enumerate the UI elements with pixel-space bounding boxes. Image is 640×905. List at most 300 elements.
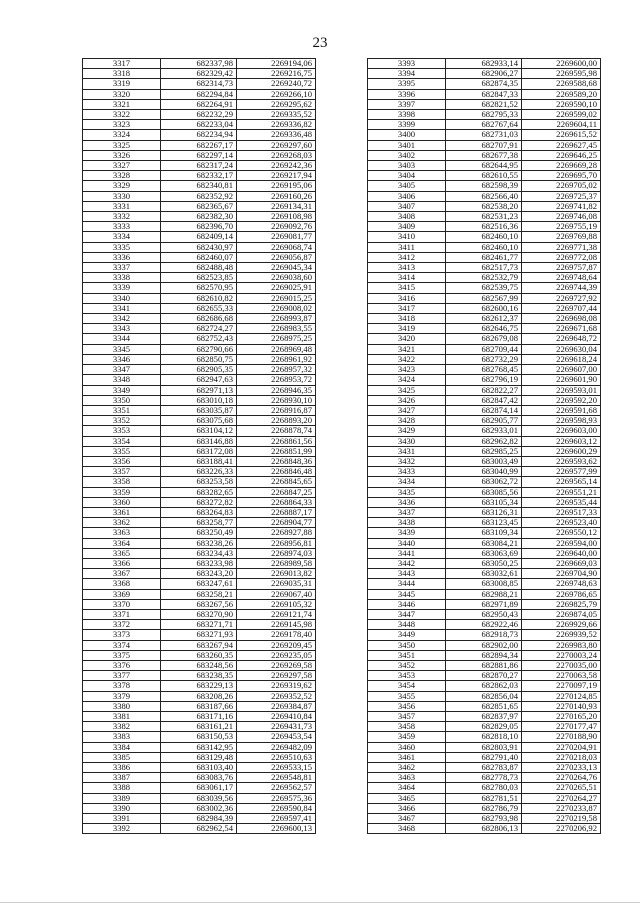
x-coordinate-cell: 682795,33: [446, 110, 522, 120]
y-coordinate-cell: 2269038,60: [237, 273, 316, 283]
table-row: [83, 650, 316, 660]
point-number-cell: 3461: [368, 752, 446, 762]
y-coordinate-cell: 2269588,68: [522, 79, 601, 89]
y-coordinate-cell: 2269590,84: [237, 803, 316, 813]
point-number-cell: 3353: [83, 426, 161, 436]
point-number-cell: 3437: [368, 507, 446, 517]
x-coordinate-cell: 682365,67: [161, 201, 237, 211]
y-coordinate-cell: 2269025,91: [237, 283, 316, 293]
x-coordinate-cell: 682352,92: [161, 191, 237, 201]
x-coordinate-cell: 682818,10: [446, 732, 522, 742]
table-row: [368, 273, 601, 283]
y-coordinate-cell: 2269741,82: [522, 201, 601, 211]
y-coordinate-cell: 2269630,04: [522, 344, 601, 354]
point-number-cell: 3433: [368, 467, 446, 477]
y-coordinate-cell: 2269705,02: [522, 181, 601, 191]
table-row: [368, 263, 601, 273]
y-coordinate-cell: 2270206,92: [522, 824, 601, 834]
table-row: [83, 722, 316, 732]
y-coordinate-cell: 2270188,90: [522, 732, 601, 742]
y-coordinate-cell: 2269648,72: [522, 334, 601, 344]
x-coordinate-cell: 683085,56: [446, 487, 522, 497]
point-number-cell: 3420: [368, 334, 446, 344]
y-coordinate-cell: 2268861,56: [237, 436, 316, 446]
point-number-cell: 3421: [368, 344, 446, 354]
x-coordinate-cell: 682822,27: [446, 385, 522, 395]
table-row: [83, 507, 316, 517]
y-coordinate-cell: 2269056,87: [237, 252, 316, 262]
table-row: [83, 742, 316, 752]
y-coordinate-cell: 2269108,98: [237, 212, 316, 222]
x-coordinate-cell: 683282,65: [161, 487, 237, 497]
point-number-cell: 3456: [368, 701, 446, 711]
point-number-cell: 3360: [83, 497, 161, 507]
point-number-cell: 3334: [83, 232, 161, 242]
table-row: [83, 558, 316, 568]
point-number-cell: 3331: [83, 201, 161, 211]
point-number-cell: 3328: [83, 171, 161, 181]
point-number-cell: 3326: [83, 150, 161, 160]
table-row: [368, 201, 601, 211]
x-coordinate-cell: 683061,17: [161, 783, 237, 793]
y-coordinate-cell: 2269209,45: [237, 640, 316, 650]
point-number-cell: 3428: [368, 416, 446, 426]
page-number: 23: [312, 35, 328, 51]
point-number-cell: 3455: [368, 691, 446, 701]
y-coordinate-cell: 2269595,98: [522, 69, 601, 79]
point-number-cell: 3322: [83, 110, 161, 120]
table-row: [368, 620, 601, 630]
y-coordinate-cell: 2269121,74: [237, 609, 316, 619]
y-coordinate-cell: 2269748,63: [522, 579, 601, 589]
x-coordinate-cell: 683123,45: [446, 518, 522, 528]
y-coordinate-cell: 2269607,00: [522, 365, 601, 375]
y-coordinate-cell: 2268847,25: [237, 487, 316, 497]
table-row: [368, 110, 601, 120]
point-number-cell: 3466: [368, 803, 446, 813]
table-row: [368, 701, 601, 711]
point-number-cell: 3335: [83, 242, 161, 252]
table-row: [368, 405, 601, 415]
x-coordinate-cell: 682874,14: [446, 405, 522, 415]
x-coordinate-cell: 683229,13: [161, 681, 237, 691]
table-row: [368, 130, 601, 140]
x-coordinate-cell: 682396,70: [161, 222, 237, 232]
point-number-cell: 3364: [83, 538, 161, 548]
point-number-cell: 3465: [368, 793, 446, 803]
point-number-cell: 3324: [83, 130, 161, 140]
coordinates-table-right: [367, 58, 601, 834]
table-row: [368, 599, 601, 609]
point-number-cell: 3458: [368, 722, 446, 732]
y-coordinate-cell: 2268974,03: [237, 548, 316, 558]
y-coordinate-cell: 2268887,17: [237, 507, 316, 517]
x-coordinate-cell: 682806,13: [446, 824, 522, 834]
table-row: [83, 528, 316, 538]
y-coordinate-cell: 2269431,73: [237, 722, 316, 732]
table-row: [368, 773, 601, 783]
point-number-cell: 3375: [83, 650, 161, 660]
x-coordinate-cell: 682566,40: [446, 191, 522, 201]
x-coordinate-cell: 682796,19: [446, 375, 522, 385]
y-coordinate-cell: 2268851,99: [237, 446, 316, 456]
table-row: [368, 212, 601, 222]
point-number-cell: 3378: [83, 681, 161, 691]
y-coordinate-cell: 2270063,58: [522, 671, 601, 681]
point-number-cell: 3384: [83, 742, 161, 752]
y-coordinate-cell: 2269551,21: [522, 487, 601, 497]
table-row: [368, 436, 601, 446]
x-coordinate-cell: 682294,84: [161, 89, 237, 99]
table-row: [83, 120, 316, 130]
y-coordinate-cell: 2270265,51: [522, 783, 601, 793]
y-coordinate-cell: 2270218,03: [522, 752, 601, 762]
table-row: [368, 569, 601, 579]
table-row: [83, 140, 316, 150]
x-coordinate-cell: 682317,24: [161, 161, 237, 171]
x-coordinate-cell: 682786,79: [446, 803, 522, 813]
point-number-cell: 3440: [368, 538, 446, 548]
x-coordinate-cell: 682539,75: [446, 283, 522, 293]
point-number-cell: 3323: [83, 120, 161, 130]
point-number-cell: 3341: [83, 303, 161, 313]
point-number-cell: 3349: [83, 385, 161, 395]
point-number-cell: 3381: [83, 712, 161, 722]
y-coordinate-cell: 2269105,32: [237, 599, 316, 609]
point-number-cell: 3380: [83, 701, 161, 711]
point-number-cell: 3351: [83, 405, 161, 415]
x-coordinate-cell: 683050,25: [446, 558, 522, 568]
y-coordinate-cell: 2268845,65: [237, 477, 316, 487]
y-coordinate-cell: 2269548,81: [237, 773, 316, 783]
point-number-cell: 3391: [83, 814, 161, 824]
x-coordinate-cell: 682881,86: [446, 660, 522, 670]
point-number-cell: 3463: [368, 773, 446, 783]
table-row: [83, 701, 316, 711]
point-number-cell: 3369: [83, 589, 161, 599]
point-number-cell: 3449: [368, 630, 446, 640]
table-row: [83, 324, 316, 334]
x-coordinate-cell: 682962,54: [161, 824, 237, 834]
table-row: [83, 803, 316, 813]
y-coordinate-cell: 2269769,88: [522, 232, 601, 242]
table-row: [83, 89, 316, 99]
table-row: [83, 538, 316, 548]
x-coordinate-cell: 682950,43: [446, 609, 522, 619]
x-coordinate-cell: 682984,39: [161, 814, 237, 824]
y-coordinate-cell: 2269640,00: [522, 548, 601, 558]
x-coordinate-cell: 683253,58: [161, 477, 237, 487]
x-coordinate-cell: 682731,03: [446, 130, 522, 140]
x-coordinate-cell: 683035,87: [161, 405, 237, 415]
point-number-cell: 3404: [368, 171, 446, 181]
y-coordinate-cell: 2269601,90: [522, 375, 601, 385]
table-row: [83, 681, 316, 691]
point-number-cell: 3409: [368, 222, 446, 232]
x-coordinate-cell: 682707,91: [446, 140, 522, 150]
table-row: [368, 334, 601, 344]
point-number-cell: 3396: [368, 89, 446, 99]
table-row: [368, 222, 601, 232]
table-row: [368, 783, 601, 793]
x-coordinate-cell: 683250,49: [161, 528, 237, 538]
x-coordinate-cell: 682847,42: [446, 395, 522, 405]
table-row: [83, 283, 316, 293]
point-number-cell: 3410: [368, 232, 446, 242]
x-coordinate-cell: 683234,43: [161, 548, 237, 558]
x-coordinate-cell: 682922,46: [446, 620, 522, 630]
x-coordinate-cell: 682780,03: [446, 783, 522, 793]
y-coordinate-cell: 2269081,77: [237, 232, 316, 242]
table-row: [83, 303, 316, 313]
y-coordinate-cell: 2268969,48: [237, 344, 316, 354]
point-number-cell: 3430: [368, 436, 446, 446]
table-row: [83, 671, 316, 681]
x-coordinate-cell: 682778,73: [446, 773, 522, 783]
table-row: [83, 99, 316, 109]
x-coordinate-cell: 682947,63: [161, 375, 237, 385]
y-coordinate-cell: 2269748,64: [522, 273, 601, 283]
table-row: [368, 548, 601, 558]
x-coordinate-cell: 682598,39: [446, 181, 522, 191]
table-row: [368, 344, 601, 354]
x-coordinate-cell: 682679,08: [446, 334, 522, 344]
table-row: [368, 681, 601, 691]
table-row: [368, 712, 601, 722]
table-row: [83, 405, 316, 415]
y-coordinate-cell: 2268993,87: [237, 314, 316, 324]
x-coordinate-cell: 682314,73: [161, 79, 237, 89]
point-number-cell: 3347: [83, 365, 161, 375]
y-coordinate-cell: 2270140,93: [522, 701, 601, 711]
table-row: [83, 242, 316, 252]
point-number-cell: 3452: [368, 660, 446, 670]
x-coordinate-cell: 682517,73: [446, 263, 522, 273]
table-row: [368, 191, 601, 201]
y-coordinate-cell: 2270003,24: [522, 650, 601, 660]
y-coordinate-cell: 2269510,63: [237, 752, 316, 762]
y-coordinate-cell: 2269217,94: [237, 171, 316, 181]
x-coordinate-cell: 682767,64: [446, 120, 522, 130]
x-coordinate-cell: 682856,04: [446, 691, 522, 701]
point-number-cell: 3454: [368, 681, 446, 691]
x-coordinate-cell: 682644,95: [446, 161, 522, 171]
x-coordinate-cell: 683142,95: [161, 742, 237, 752]
y-coordinate-cell: 2269744,39: [522, 283, 601, 293]
point-number-cell: 3330: [83, 191, 161, 201]
y-coordinate-cell: 2270097,19: [522, 681, 601, 691]
point-number-cell: 3362: [83, 518, 161, 528]
x-coordinate-cell: 682332,17: [161, 171, 237, 181]
x-coordinate-cell: 683150,53: [161, 732, 237, 742]
point-number-cell: 3365: [83, 548, 161, 558]
point-number-cell: 3363: [83, 528, 161, 538]
point-number-cell: 3374: [83, 640, 161, 650]
point-number-cell: 3338: [83, 273, 161, 283]
table-row: [83, 201, 316, 211]
y-coordinate-cell: 2269336,48: [237, 130, 316, 140]
y-coordinate-cell: 2268946,35: [237, 385, 316, 395]
y-coordinate-cell: 2269786,65: [522, 589, 601, 599]
table-row: [368, 732, 601, 742]
x-coordinate-cell: 682933,14: [446, 59, 522, 69]
table-row: [368, 660, 601, 670]
y-coordinate-cell: 2269235,05: [237, 650, 316, 660]
y-coordinate-cell: 2269600,13: [237, 824, 316, 834]
point-number-cell: 3407: [368, 201, 446, 211]
y-coordinate-cell: 2270233,13: [522, 763, 601, 773]
table-row: [368, 303, 601, 313]
point-number-cell: 3400: [368, 130, 446, 140]
y-coordinate-cell: 2270264,27: [522, 793, 601, 803]
table-row: [83, 691, 316, 701]
point-number-cell: 3459: [368, 732, 446, 742]
point-number-cell: 3385: [83, 752, 161, 762]
x-coordinate-cell: 682460,10: [446, 242, 522, 252]
x-coordinate-cell: 683063,69: [446, 548, 522, 558]
x-coordinate-cell: 682340,81: [161, 181, 237, 191]
point-number-cell: 3388: [83, 783, 161, 793]
x-coordinate-cell: 683032,61: [446, 569, 522, 579]
x-coordinate-cell: 683248,56: [161, 660, 237, 670]
x-coordinate-cell: 683267,94: [161, 640, 237, 650]
y-coordinate-cell: 2269336,82: [237, 120, 316, 130]
y-coordinate-cell: 2269297,58: [237, 671, 316, 681]
y-coordinate-cell: 2269565,14: [522, 477, 601, 487]
y-coordinate-cell: 2269269,58: [237, 660, 316, 670]
point-number-cell: 3383: [83, 732, 161, 742]
y-coordinate-cell: 2269008,02: [237, 303, 316, 313]
x-coordinate-cell: 682971,89: [446, 599, 522, 609]
point-number-cell: 3340: [83, 293, 161, 303]
point-number-cell: 3357: [83, 467, 161, 477]
y-coordinate-cell: 2269604,11: [522, 120, 601, 130]
x-coordinate-cell: 682532,79: [446, 273, 522, 283]
table-row: [368, 814, 601, 824]
table-row: [368, 538, 601, 548]
point-number-cell: 3419: [368, 324, 446, 334]
x-coordinate-cell: 683267,56: [161, 599, 237, 609]
x-coordinate-cell: 682232,29: [161, 110, 237, 120]
x-coordinate-cell: 682988,21: [446, 589, 522, 599]
y-coordinate-cell: 2269755,19: [522, 222, 601, 232]
x-coordinate-cell: 683104,12: [161, 426, 237, 436]
x-coordinate-cell: 683264,83: [161, 507, 237, 517]
x-coordinate-cell: 683040,99: [446, 467, 522, 477]
point-number-cell: 3447: [368, 609, 446, 619]
y-coordinate-cell: 2269068,74: [237, 242, 316, 252]
y-coordinate-cell: 2269145,98: [237, 620, 316, 630]
y-coordinate-cell: 2269707,44: [522, 303, 601, 313]
y-coordinate-cell: 2270219,58: [522, 814, 601, 824]
table-row: [83, 293, 316, 303]
point-number-cell: 3468: [368, 824, 446, 834]
table-row: [83, 161, 316, 171]
table-row: [83, 59, 316, 69]
x-coordinate-cell: 683272,82: [161, 497, 237, 507]
table-row: [83, 365, 316, 375]
x-coordinate-cell: 683188,41: [161, 456, 237, 466]
x-coordinate-cell: 682382,30: [161, 212, 237, 222]
point-number-cell: 3445: [368, 589, 446, 599]
x-coordinate-cell: 683084,21: [446, 538, 522, 548]
point-number-cell: 3336: [83, 252, 161, 262]
x-coordinate-cell: 682610,55: [446, 171, 522, 181]
x-coordinate-cell: 682783,87: [446, 763, 522, 773]
point-number-cell: 3457: [368, 712, 446, 722]
y-coordinate-cell: 2269216,75: [237, 69, 316, 79]
point-number-cell: 3464: [368, 783, 446, 793]
x-coordinate-cell: 682686,68: [161, 314, 237, 324]
point-number-cell: 3386: [83, 763, 161, 773]
x-coordinate-cell: 682264,91: [161, 99, 237, 109]
table-row: [368, 752, 601, 762]
table-row: [368, 365, 601, 375]
y-coordinate-cell: 2269160,26: [237, 191, 316, 201]
point-number-cell: 3356: [83, 456, 161, 466]
y-coordinate-cell: 2269593,01: [522, 385, 601, 395]
point-number-cell: 3432: [368, 456, 446, 466]
table-row: [368, 528, 601, 538]
point-number-cell: 3431: [368, 446, 446, 456]
x-coordinate-cell: 682791,40: [446, 752, 522, 762]
table-row: [368, 416, 601, 426]
y-coordinate-cell: 2268983,55: [237, 324, 316, 334]
x-coordinate-cell: 682851,65: [446, 701, 522, 711]
point-number-cell: 3462: [368, 763, 446, 773]
y-coordinate-cell: 2269591,68: [522, 405, 601, 415]
x-coordinate-cell: 682985,25: [446, 446, 522, 456]
table-row: [368, 120, 601, 130]
y-coordinate-cell: 2269178,40: [237, 630, 316, 640]
table-row: [83, 609, 316, 619]
point-number-cell: 3361: [83, 507, 161, 517]
point-number-cell: 3402: [368, 150, 446, 160]
y-coordinate-cell: 2268975,25: [237, 334, 316, 344]
table-row: [83, 518, 316, 528]
x-coordinate-cell: 682612,37: [446, 314, 522, 324]
x-coordinate-cell: 682646,75: [446, 324, 522, 334]
x-coordinate-cell: 682430,97: [161, 242, 237, 252]
x-coordinate-cell: 683075,68: [161, 416, 237, 426]
x-coordinate-cell: 682905,77: [446, 416, 522, 426]
table-row: [83, 579, 316, 589]
point-number-cell: 3439: [368, 528, 446, 538]
y-coordinate-cell: 2269319,62: [237, 681, 316, 691]
y-coordinate-cell: 2269727,92: [522, 293, 601, 303]
y-coordinate-cell: 2269517,33: [522, 507, 601, 517]
y-coordinate-cell: 2269453,54: [237, 732, 316, 742]
point-number-cell: 3423: [368, 365, 446, 375]
x-coordinate-cell: 683172,08: [161, 446, 237, 456]
y-coordinate-cell: 2269704,90: [522, 569, 601, 579]
y-coordinate-cell: 2269603,12: [522, 436, 601, 446]
point-number-cell: 3343: [83, 324, 161, 334]
table-row: [368, 456, 601, 466]
table-row: [83, 763, 316, 773]
x-coordinate-cell: 683126,31: [446, 507, 522, 517]
point-number-cell: 3359: [83, 487, 161, 497]
y-coordinate-cell: 2270035,00: [522, 660, 601, 670]
table-row: [83, 620, 316, 630]
table-row: [83, 191, 316, 201]
y-coordinate-cell: 2269335,52: [237, 110, 316, 120]
point-number-cell: 3320: [83, 89, 161, 99]
table-row: [83, 436, 316, 446]
x-coordinate-cell: 683226,33: [161, 467, 237, 477]
point-number-cell: 3422: [368, 354, 446, 364]
point-number-cell: 3412: [368, 252, 446, 262]
